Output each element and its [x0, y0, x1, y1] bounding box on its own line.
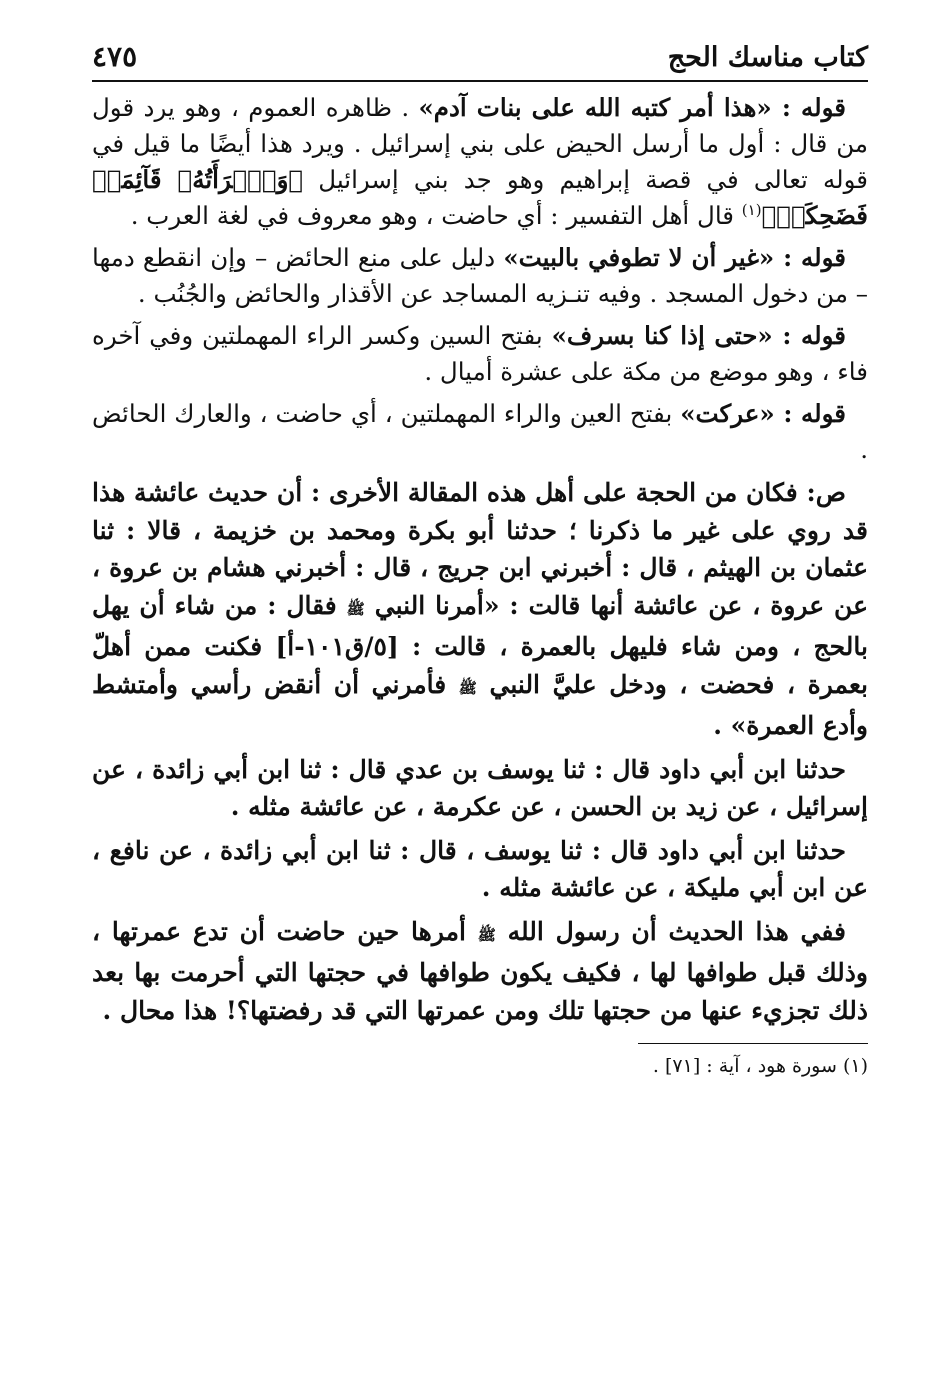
main-text: حدثنا ابن أبي داود قال : ثنا يوسف بن عدي قال : ثنا ابن أبي زائدة ، عن إسرائيل ، عن زيد بن الحسن ، عن عكرمة ، عن عائشة مثله . [92, 754, 868, 821]
main-text-paragraph [92, 474, 868, 745]
commentary-paragraph-1 [92, 90, 868, 234]
honorific-symbol: ﷺ [346, 599, 365, 618]
commentary-text: قال أهل التفسير : أي حاضت ، وهو معروف في لغة العرب . [130, 201, 742, 230]
commentary-text: بفتح السين وكسر الراء المهملتين وفي آخره فاء ، وهو موضع من مكة على عشرة أميال . [92, 321, 868, 386]
commentary-text: دليل على منع الحائض – وإن انقطع دمها – من دخول المسجد . وفيه تنـزيه المساجد عن الأقذار والحائض والجُنُب . [92, 243, 868, 308]
main-text: حدثنا ابن أبي داود قال : ثنا يوسف ، قال : ثنا ابن أبي زائدة ، عن نافع ، عن ابن أبي مليكة ، عن عائشة مثله . [92, 835, 868, 902]
footnote-marker: (١) [741, 200, 762, 219]
main-text: ففي هذا الحديث أن رسول الله [495, 916, 846, 946]
lead-word: قوله : [774, 243, 846, 272]
hadith-quote: «عركت» [680, 399, 775, 428]
main-text: أمرها حين حاضت أن تدع عمرتها ، وذلك قبل طوافها لها ، فكيف يكون طوافها في حجتها التي أحرمت بها بعد ذلك تجزيء عنها من حجتها تلك ومن عمرتها التي قد رفضتها؟! هذا محال . [92, 916, 868, 1025]
commentary-text: بفتح العين والراء المهملتين ، أي حاضت ، والعارك الحائض . [92, 399, 868, 464]
hadith-quote: «حتى إذا كنا بسرف» [551, 321, 773, 350]
page-number: ٤٧٥ [92, 40, 138, 73]
lead-word: قوله : [772, 321, 846, 350]
running-header [92, 34, 868, 82]
main-text: ص: فكان من الحجة على أهل هذه المقالة الأخرى : أن حديث عائشة هذا قد روي على غير ما ذكرنا ؛ حدثنا أبو بكرة ومحمد بن خزيمة ، قالا : ثنا عثمان بن الهيثم ، قال : أخبرني ابن جريج ، قال : أخبرني هشام بن عروة ، عن عروة ، عن عائشة أنها قالت : «أمرنا النبي [92, 478, 868, 620]
chain-paragraph-2 [92, 832, 868, 907]
main-text: فأمرني أن أنقض رأسي وأمتشط وأدع العمرة» . [92, 669, 868, 740]
lead-word: قوله : [771, 93, 847, 122]
footnote-divider [638, 1043, 868, 1044]
commentary-text: . ظاهره العموم ، وهو يرد قول من قال : أول ما أرسل الحيض على بني إسرائيل . ويرد هذا أيضًا ما قيل في قوله تعالى في قصة إبراهيم وهو جد بني إسرائيل [92, 93, 868, 194]
commentary-paragraph-3 [92, 318, 868, 390]
book-title: كتاب مناسك الحج [667, 42, 868, 73]
chain-paragraph-1 [92, 751, 868, 826]
main-text: فقال : من شاء أن يهل بالحج ، ومن شاء فليهل بالعمرة ، قالت : [٥/ق١٠١-أ] فكنت ممن أهلّ بعمرة ، فحضت ، ودخل عليَّ النبي [92, 590, 869, 699]
honorific-symbol: ﷺ [477, 925, 496, 944]
hadith-quote: «غير أن لا تطوفي بالبيت» [503, 243, 775, 272]
hadith-quote: «هذا أمر كتبه الله على بنات آدم» [418, 93, 772, 122]
honorific-symbol: ﷺ [458, 678, 477, 697]
quran-verse: ﴿وَٱمۡرَأَتُهُۥ قَآئِمَةٞ فَضَحِكَتۡ﴾ [92, 165, 868, 230]
commentary-paragraph-2 [92, 240, 868, 312]
page-body [92, 90, 868, 1080]
commentary-paragraph-4 [92, 396, 868, 468]
conclusion-paragraph [92, 913, 868, 1030]
footnote: (١) سورة هود ، آية : [٧١] . [652, 1055, 868, 1077]
lead-word: قوله : [774, 399, 847, 428]
